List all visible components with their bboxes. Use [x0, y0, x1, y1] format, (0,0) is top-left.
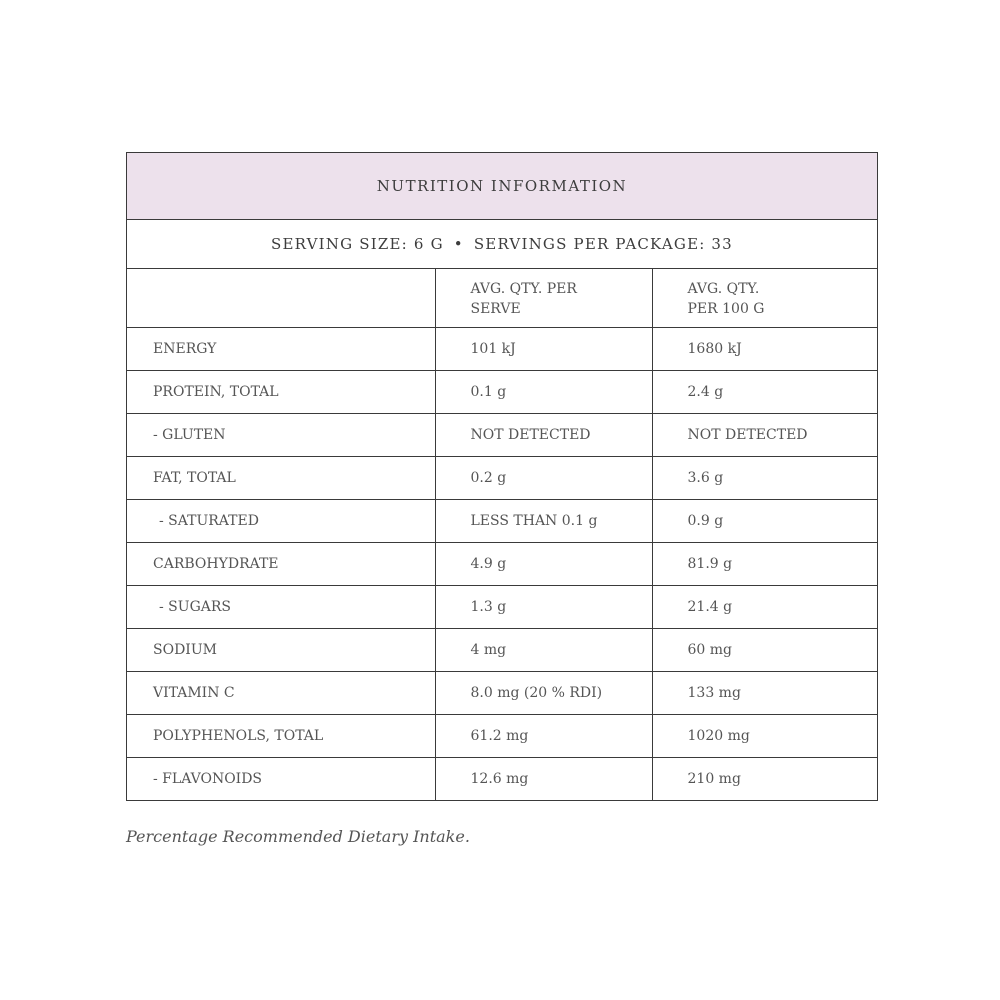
per-100g-value: 60 mg: [652, 629, 877, 672]
table-row: [127, 629, 877, 672]
nutrient-name: SODIUM: [127, 629, 435, 672]
per-100g-value: 1680 kJ: [652, 328, 877, 371]
per-100g-value: 133 mg: [652, 672, 877, 715]
nutrient-name: PROTEIN, TOTAL: [127, 371, 435, 414]
per-100g-value: 210 mg: [687, 771, 741, 787]
table-row: [127, 672, 877, 715]
serving-size: SERVING SIZE: 6 G: [271, 235, 444, 253]
nutrient-name: - GLUTEN: [127, 414, 435, 457]
nutrient-name: - SATURATED: [127, 500, 435, 543]
table-row: [127, 758, 877, 801]
per-serve-value: 0.2 g: [435, 457, 652, 500]
per-100g-value: 21.4 g: [652, 586, 877, 629]
table-header-row: [127, 269, 877, 328]
per-serve-value: 12.6 mg: [435, 758, 652, 801]
table-row: [127, 328, 877, 371]
nutrient-name: ENERGY: [127, 328, 435, 371]
per-100g-value: NOT DETECTED: [652, 414, 877, 457]
column-header-nutrient: [127, 269, 435, 328]
table-row: [127, 715, 877, 758]
per-serve-value: 4.9 g: [435, 543, 652, 586]
nutrient-name: POLYPHENOLS, TOTAL: [127, 715, 435, 758]
per-serve-value: NOT DETECTED: [435, 414, 652, 457]
nutrition-table: [127, 269, 877, 800]
per-100g-value: 1020 mg: [652, 715, 877, 758]
table-row: [127, 414, 877, 457]
per-100g-value: 3.6 g: [652, 457, 877, 500]
per-serve-value: 8.0 mg (20 % RDI): [435, 672, 652, 715]
serving-separator: •: [453, 235, 464, 253]
nutrient-name: CARBOHYDRATE: [127, 543, 435, 586]
table-row: [127, 543, 877, 586]
servings-per-package: SERVINGS PER PACKAGE: 33: [473, 235, 733, 253]
table-row: [127, 586, 877, 629]
per-100g-value: 2.4 g: [652, 371, 877, 414]
per-serve-value: 61.2 mg: [435, 715, 652, 758]
table-row: [127, 500, 877, 543]
table-row: [127, 457, 877, 500]
column-header-per-serve: [435, 269, 652, 328]
column-header-per-serve-line2: SERVE: [470, 300, 521, 317]
nutrition-panel: [126, 152, 878, 801]
table-row: [127, 371, 877, 414]
column-header-per-100g: [652, 269, 877, 328]
per-serve-value: 0.1 g: [435, 371, 652, 414]
per-serve-value: 1.3 g: [435, 586, 652, 629]
per-100g-value: 0.9 g: [652, 500, 877, 543]
nutrient-name: - SUGARS: [127, 586, 435, 629]
nutrient-name: VITAMIN C: [127, 672, 435, 715]
per-serve-value: LESS THAN 0.1 g: [435, 500, 652, 543]
footnote: Percentage Recommended Dietary Intake.: [126, 827, 470, 846]
column-header-per-serve-line1: AVG. QTY. PER: [470, 280, 577, 297]
per-100g-value: 81.9 g: [652, 543, 877, 586]
serving-info: [127, 220, 877, 269]
panel-title: NUTRITION INFORMATION: [127, 153, 877, 220]
per-serve-value: 4 mg: [435, 629, 652, 672]
nutrient-name: FAT, TOTAL: [127, 457, 435, 500]
column-header-per-100g-line2: PER 100 G: [687, 300, 765, 317]
per-serve-value: 101 kJ: [435, 328, 652, 371]
nutrient-name: - FLAVONOIDS: [127, 758, 435, 801]
column-header-per-100g-line1: AVG. QTY.: [687, 280, 760, 297]
